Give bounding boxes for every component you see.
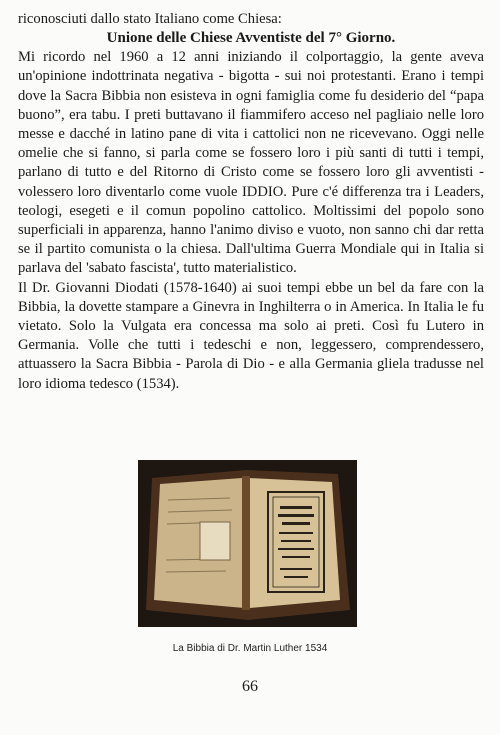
- figure-caption: La Bibbia di Dr. Martin Luther 1534: [172, 643, 328, 654]
- intro-line: riconosciuti dallo stato Italiano come Chiesa:: [18, 11, 282, 27]
- document-body: [18, 10, 484, 394]
- paragraph-2: Il Dr. Giovanni Diodati (1578-1640) ai suoi tempi ebbe un bel da fare con la Bibbia, la dovette stampare a Ginevra in Inghilterra o in America. In Italia le fu vietato. Solo la Vulgata era concessa ma solo ai preti. Così fu Lutero in Germania. Volle che tutti i tedeschi e non, leggessero, comprendessero, attuassero la Sacra Bibbia - Parola di Dio - e alla Germania gliela tradusse nel loro idioma tedesco (1534).: [18, 279, 484, 392]
- page-number: 66: [242, 678, 258, 695]
- paragraph-1: Mi ricordo nel 1960 a 12 anni iniziando il colportaggio, la gente aveva un'opinione indottrinata negativa - bigotta - sui noi protestanti. Erano i tempi dove la Sacra Bibbia non esisteva in ogni famiglia come fu desiderio del “papa buono”, era tabu. I preti buttavano il fiammifero acceso nel pagliaio nelle loro messe e dacché in latino pane di vita i cattolici non ne ricevevano. Oggi nelle omelie che si fanno, si parla come se fossero loro i più santi di tutti i tempi, parlano di tutto e del Ritorno di Cristo come se fossero loro gli avventisti - volessero loro diventarlo come vuole IDDIO. Pure c'é differenza tra i Leaders, teologi, esegeti e il comun popolino cattolico. Moltissimi del popolo sono superficiali in apparenza, hanno l'animo diviso e vuoto, non sanno chi dar retta se il partito comunista o la chiesa. Dall'ultima Guerra Mondiale qui in Italia si parlava del 'sabato fascista', tutto materialistico.: [18, 49, 484, 277]
- section-heading: Unione delle Chiese Avventiste del 7° Giorno.: [106, 30, 396, 47]
- bible-photo: [138, 460, 357, 627]
